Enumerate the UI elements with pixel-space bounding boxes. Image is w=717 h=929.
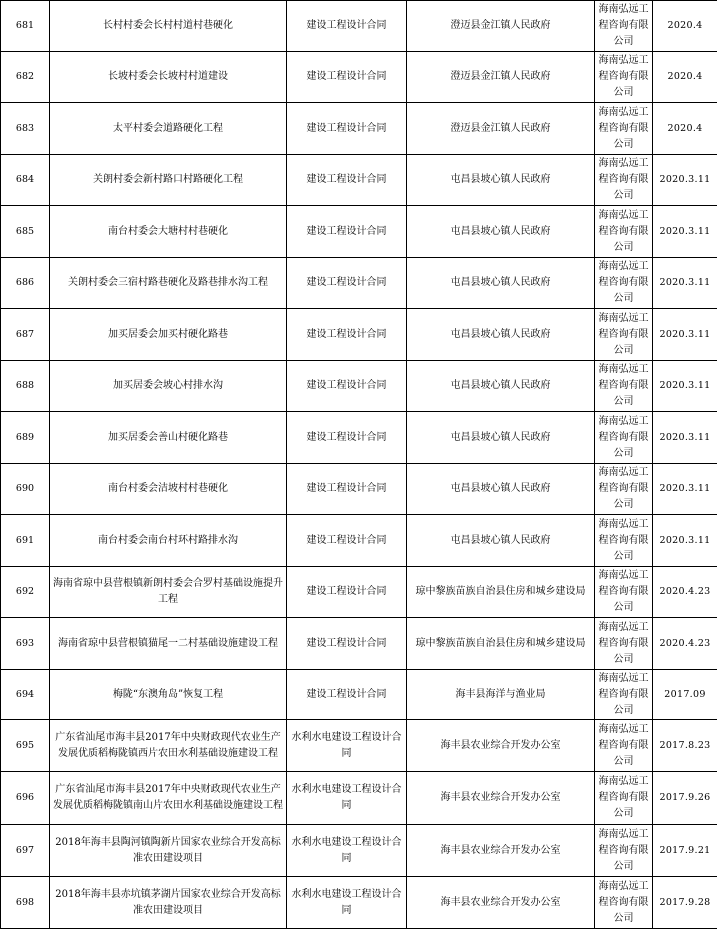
project-name: 梅陇“东澳角岛”恢复工程 — [50, 670, 287, 720]
row-number: 696 — [1, 772, 50, 825]
project-name: 2018年海丰县赤坑镇茅湖片国家农业综合开发高标准农田建设项目 — [50, 877, 287, 929]
project-name: 太平村委会道路硬化工程 — [50, 103, 287, 155]
company-name: 海南弘远工程咨询有限公司 — [595, 206, 653, 258]
table-row — [1, 1, 717, 52]
project-name: 海南省琼中县营根镇新朗村委会合罗村基础设施提升工程 — [50, 567, 287, 618]
table-row — [1, 464, 717, 515]
contract-type: 建设工程设计合同 — [287, 103, 407, 155]
project-name: 加买居委会善山村硬化路巷 — [50, 412, 287, 464]
row-number: 688 — [1, 361, 50, 412]
contract-date: 2017.8.23 — [653, 720, 717, 772]
contract-date: 2020.3.11 — [653, 309, 717, 361]
company-name: 海南弘远工程咨询有限公司 — [595, 825, 653, 877]
client-name: 屯昌县坡心镇人民政府 — [407, 361, 595, 412]
table-row — [1, 772, 717, 825]
client-name: 澄迈县金江镇人民政府 — [407, 52, 595, 103]
contract-type: 建设工程设计合同 — [287, 1, 407, 52]
client-name: 澄迈县金江镇人民政府 — [407, 103, 595, 155]
project-name: 加买居委会坡心村排水沟 — [50, 361, 287, 412]
contract-type: 建设工程设计合同 — [287, 464, 407, 515]
company-name: 海南弘远工程咨询有限公司 — [595, 515, 653, 567]
row-number: 693 — [1, 618, 50, 670]
project-name: 广东省汕尾市海丰县2017年中央财政现代农业生产发展优质稻梅陇镇南山片农田水利基础设施建设工程 — [50, 772, 287, 825]
contract-type: 水利水电建设工程设计合同 — [287, 772, 407, 825]
company-name: 海南弘远工程咨询有限公司 — [595, 772, 653, 825]
table-row — [1, 412, 717, 464]
contract-type: 水利水电建设工程设计合同 — [287, 877, 407, 929]
contract-date: 2020.3.11 — [653, 515, 717, 567]
table-row — [1, 720, 717, 772]
company-name: 海南弘远工程咨询有限公司 — [595, 52, 653, 103]
client-name: 屯昌县坡心镇人民政府 — [407, 206, 595, 258]
row-number: 686 — [1, 258, 50, 309]
contract-date: 2017.9.28 — [653, 877, 717, 929]
company-name: 海南弘远工程咨询有限公司 — [595, 618, 653, 670]
contract-date: 2020.3.11 — [653, 155, 717, 206]
table-body — [1, 1, 717, 929]
project-name: 2018年海丰县陶河镇陶新片国家农业综合开发高标准农田建设项目 — [50, 825, 287, 877]
client-name: 琼中黎族苗族自治县住房和城乡建设局 — [407, 567, 595, 618]
client-name: 屯昌县坡心镇人民政府 — [407, 258, 595, 309]
project-name: 南台村委会南台村环村路排水沟 — [50, 515, 287, 567]
contract-date: 2020.3.11 — [653, 464, 717, 515]
table-row — [1, 206, 717, 258]
row-number: 692 — [1, 567, 50, 618]
contract-type: 建设工程设计合同 — [287, 515, 407, 567]
row-number: 685 — [1, 206, 50, 258]
contract-date: 2020.4 — [653, 52, 717, 103]
project-name: 长坡村委会长坡村村道建设 — [50, 52, 287, 103]
row-number: 681 — [1, 1, 50, 52]
project-name: 加买居委会加买村硬化路巷 — [50, 309, 287, 361]
company-name: 海南弘远工程咨询有限公司 — [595, 155, 653, 206]
contract-type: 建设工程设计合同 — [287, 412, 407, 464]
table-row — [1, 618, 717, 670]
row-number: 682 — [1, 52, 50, 103]
client-name: 屯昌县坡心镇人民政府 — [407, 515, 595, 567]
contract-type: 建设工程设计合同 — [287, 52, 407, 103]
contract-type: 建设工程设计合同 — [287, 361, 407, 412]
contract-type: 建设工程设计合同 — [287, 206, 407, 258]
client-name: 屯昌县坡心镇人民政府 — [407, 412, 595, 464]
project-name: 长村村委会长村村道村巷硬化 — [50, 1, 287, 52]
table-row — [1, 103, 717, 155]
table-row — [1, 567, 717, 618]
project-name: 广东省汕尾市海丰县2017年中央财政现代农业生产发展优质稻梅陇镇西片农田水利基础设施建设工程 — [50, 720, 287, 772]
client-name: 屯昌县坡心镇人民政府 — [407, 155, 595, 206]
row-number: 689 — [1, 412, 50, 464]
row-number: 687 — [1, 309, 50, 361]
table-row — [1, 52, 717, 103]
company-name: 海南弘远工程咨询有限公司 — [595, 361, 653, 412]
contract-date: 2017.09 — [653, 670, 717, 720]
client-name: 海丰县农业综合开发办公室 — [407, 877, 595, 929]
table-row — [1, 361, 717, 412]
contract-date: 2020.4.23 — [653, 618, 717, 670]
contract-type: 建设工程设计合同 — [287, 567, 407, 618]
contract-type: 建设工程设计合同 — [287, 618, 407, 670]
contract-type: 建设工程设计合同 — [287, 670, 407, 720]
contract-date: 2017.9.26 — [653, 772, 717, 825]
table-row — [1, 670, 717, 720]
contract-date: 2020.3.11 — [653, 412, 717, 464]
table-row — [1, 309, 717, 361]
row-number: 683 — [1, 103, 50, 155]
row-number: 695 — [1, 720, 50, 772]
contract-type: 建设工程设计合同 — [287, 309, 407, 361]
client-name: 琼中黎族苗族自治县住房和城乡建设局 — [407, 618, 595, 670]
contract-type: 水利水电建设工程设计合同 — [287, 825, 407, 877]
company-name: 海南弘远工程咨询有限公司 — [595, 464, 653, 515]
contract-date: 2020.4 — [653, 1, 717, 52]
row-number: 684 — [1, 155, 50, 206]
client-name: 屯昌县坡心镇人民政府 — [407, 464, 595, 515]
contract-date: 2020.4.23 — [653, 567, 717, 618]
contract-type: 建设工程设计合同 — [287, 258, 407, 309]
project-name: 南台村委会洁坡村村巷硬化 — [50, 464, 287, 515]
contract-type: 建设工程设计合同 — [287, 155, 407, 206]
company-name: 海南弘远工程咨询有限公司 — [595, 720, 653, 772]
table-row — [1, 155, 717, 206]
row-number: 690 — [1, 464, 50, 515]
company-name: 海南弘远工程咨询有限公司 — [595, 258, 653, 309]
project-name: 海南省琼中县营根镇猫尾一二村基础设施建设工程 — [50, 618, 287, 670]
contract-date: 2017.9.21 — [653, 825, 717, 877]
company-name: 海南弘远工程咨询有限公司 — [595, 309, 653, 361]
company-name: 海南弘远工程咨询有限公司 — [595, 670, 653, 720]
contract-date: 2020.3.11 — [653, 361, 717, 412]
contract-date: 2020.3.11 — [653, 258, 717, 309]
company-name: 海南弘远工程咨询有限公司 — [595, 877, 653, 929]
row-number: 694 — [1, 670, 50, 720]
client-name: 海丰县农业综合开发办公室 — [407, 720, 595, 772]
client-name: 屯昌县坡心镇人民政府 — [407, 309, 595, 361]
project-name: 关朗村委会三宿村路巷硬化及路巷排水沟工程 — [50, 258, 287, 309]
table-row — [1, 515, 717, 567]
contract-type: 水利水电建设工程设计合同 — [287, 720, 407, 772]
table-row — [1, 877, 717, 929]
client-name: 海丰县农业综合开发办公室 — [407, 825, 595, 877]
table-row — [1, 825, 717, 877]
company-name: 海南弘远工程咨询有限公司 — [595, 1, 653, 52]
client-name: 海丰县农业综合开发办公室 — [407, 772, 595, 825]
company-name: 海南弘远工程咨询有限公司 — [595, 567, 653, 618]
company-name: 海南弘远工程咨询有限公司 — [595, 412, 653, 464]
row-number: 691 — [1, 515, 50, 567]
row-number: 698 — [1, 877, 50, 929]
project-name: 南台村委会大塘村村巷硬化 — [50, 206, 287, 258]
company-name: 海南弘远工程咨询有限公司 — [595, 103, 653, 155]
client-name: 澄迈县金江镇人民政府 — [407, 1, 595, 52]
project-name: 关朗村委会新村路口村路硬化工程 — [50, 155, 287, 206]
row-number: 697 — [1, 825, 50, 877]
client-name: 海丰县海洋与渔业局 — [407, 670, 595, 720]
table-row — [1, 258, 717, 309]
contract-date: 2020.3.11 — [653, 206, 717, 258]
contract-date: 2020.4 — [653, 103, 717, 155]
